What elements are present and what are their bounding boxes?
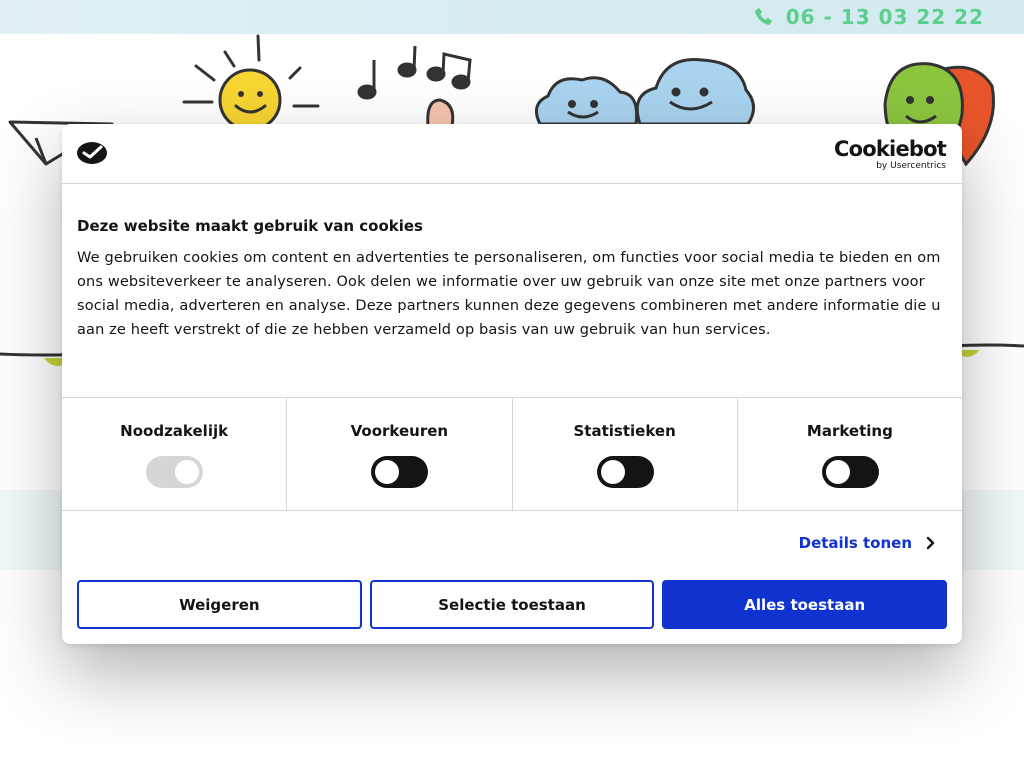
preferences-toggle[interactable] <box>371 456 428 488</box>
category-marketing <box>737 398 962 510</box>
toggle-knob <box>826 460 850 484</box>
top-bar <box>0 0 1024 34</box>
dialog-body <box>77 214 947 342</box>
dialog-title: Deze website maakt gebruik van cookies <box>77 217 423 235</box>
dialog-description: We gebruiken cookies om content en advertenties te personaliseren, om functies voor social media te bieden en om ons websiteverkeer te analyseren. Ook delen we informatie over uw gebruik van onze site met onze partners voor social media, adverteren en analyse. Deze partners kunnen deze gegevens combineren met andere informatie die u aan ze heeft verstrekt of die ze hebben verzameld op basis van uw gebruik van hun services. <box>77 250 941 338</box>
dialog-buttons <box>77 580 947 629</box>
category-label: Marketing <box>806 422 893 440</box>
decline-button[interactable]: Weigeren <box>77 580 362 629</box>
ear-illustration <box>428 100 453 126</box>
cookiebot-wordmark: Cookiebot <box>834 137 946 161</box>
phone-number: 06 - 13 03 22 22 <box>785 5 984 29</box>
music-notes-illustration <box>359 46 470 98</box>
category-label: Voorkeuren <box>350 422 449 440</box>
dialog-header <box>62 124 962 184</box>
cookie-consent-dialog <box>62 124 962 644</box>
category-label: Statistieken <box>573 422 676 440</box>
allow-all-button[interactable]: Alles toestaan <box>662 580 947 629</box>
category-statistics <box>512 398 737 510</box>
cookiebot-logo[interactable] <box>834 138 946 172</box>
cookie-categories <box>62 397 962 511</box>
phone-icon <box>752 6 774 28</box>
phone-link[interactable] <box>752 4 984 30</box>
details-link[interactable] <box>799 534 936 552</box>
marketing-toggle[interactable] <box>822 456 879 488</box>
allow-selection-button[interactable]: Selectie toestaan <box>370 580 655 629</box>
category-label: Noodzakelijk <box>120 422 229 440</box>
statistics-toggle[interactable] <box>597 456 654 488</box>
toggle-knob <box>175 460 199 484</box>
necessary-toggle[interactable] <box>146 456 203 488</box>
toggle-knob <box>601 460 625 484</box>
chevron-right-icon <box>926 536 936 550</box>
clouds-illustration <box>536 60 753 124</box>
category-preferences <box>286 398 511 510</box>
category-necessary <box>62 398 286 510</box>
toggle-knob <box>375 460 399 484</box>
site-logo-icon <box>76 140 108 166</box>
sun-illustration <box>184 36 318 130</box>
cookiebot-tagline: by Usercentrics <box>876 161 946 171</box>
details-label: Details tonen <box>798 534 912 552</box>
